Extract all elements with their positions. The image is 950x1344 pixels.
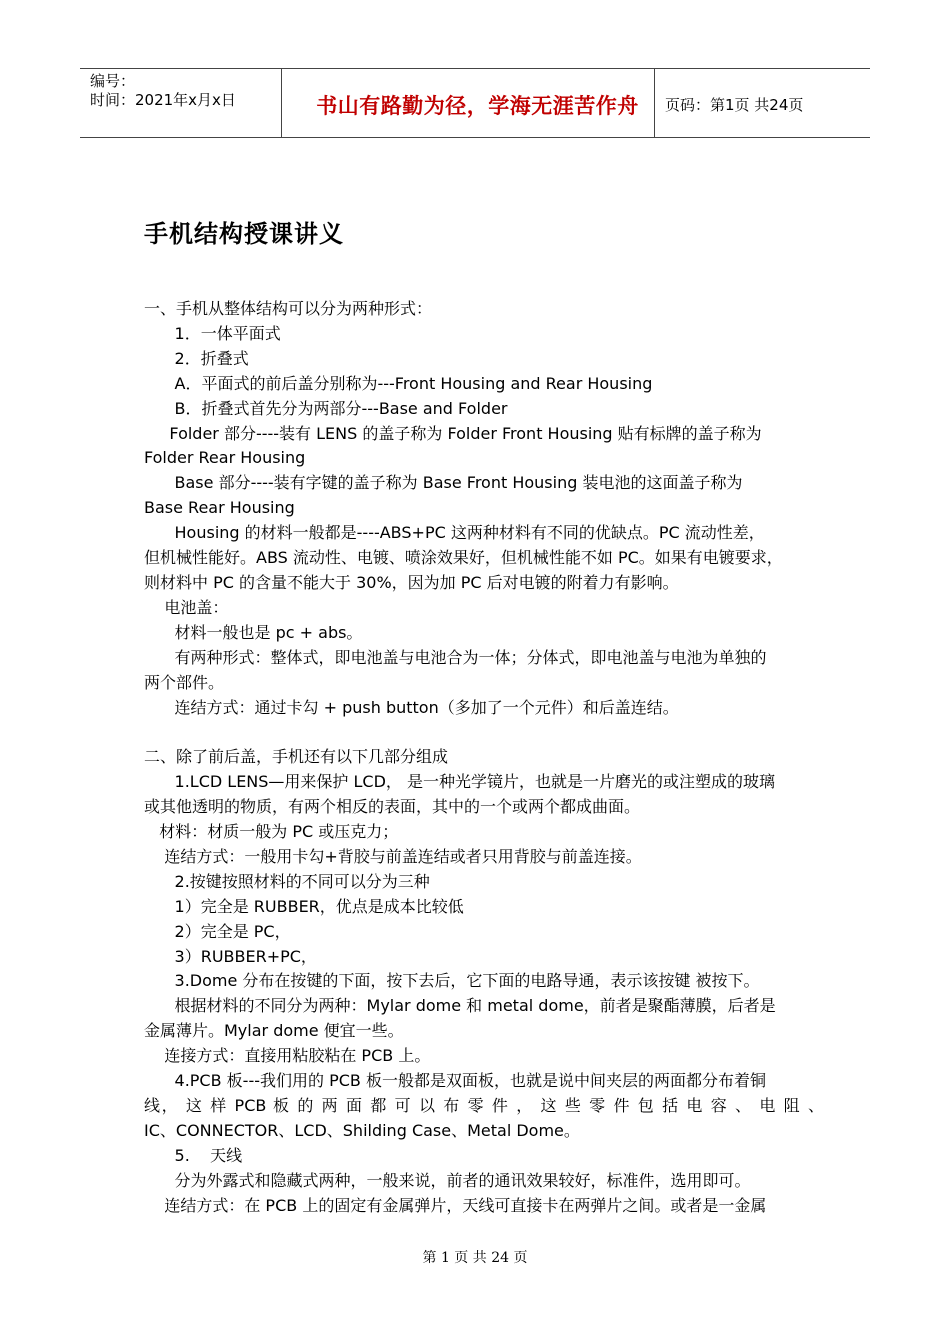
text-line: 电池盖：	[144, 597, 229, 617]
text-line: 连结方式：一般用卡勾+背胶与前盖连结或者只用背胶与前盖连接。	[144, 846, 642, 866]
text-line: 2．折叠式	[144, 348, 249, 368]
document-title: 手机结构授课讲义	[144, 220, 344, 248]
text-line: 3）RUBBER+PC，	[144, 946, 317, 966]
text-line: 二、除了前后盖，手机还有以下几部分组成	[144, 747, 449, 767]
header-meta	[90, 72, 236, 110]
page-footer: 第 1 页 共 24 页	[422, 1250, 528, 1266]
text-line: 连结方式：通过卡勾 + push button（多加了一个元件）和后盖连结。	[144, 697, 679, 717]
text-line: 连结方式：在 PCB 上的固定有金属弹片，天线可直接卡在两弹片之间。或者是一金属	[144, 1195, 767, 1215]
document-body	[144, 297, 824, 1219]
text-line: 2.按键按照材料的不同可以分为三种	[144, 871, 430, 891]
text-line: B．折叠式首先分为两部分---Base and Folder	[144, 398, 508, 418]
text-line: 或其他透明的物质，有两个相反的表面，其中的一个或两个都成曲面。	[144, 797, 641, 817]
text-line: 3.Dome 分布在按键的下面，按下去后，它下面的电路导通，表示该按键 被按下。	[144, 971, 760, 991]
page-info: 页码：第1页 共24页	[665, 96, 804, 114]
text-line: 两个部件。	[144, 672, 225, 692]
text-line: 有两种形式：整体式，即电池盖与电池合为一体；分体式，即电池盖与电池为单独的	[144, 647, 767, 667]
text-line: 4.PCB 板---我们用的 PCB 板一般都是双面板，也就是说中间夹层的两面都分布着铜	[144, 1071, 766, 1091]
text-line: 连接方式：直接用粘胶粘在 PCB 上。	[144, 1046, 431, 1066]
text-line: A．平面式的前后盖分别称为---Front Housing and Rear Housing	[144, 373, 653, 393]
text-line: 材料：材质一般为 PC 或压克力；	[144, 822, 399, 842]
text-line: 1.LCD LENS—用来保护 LCD， 是一种光学镜片，也就是一片磨光的或注塑成的玻璃	[144, 772, 776, 792]
time-label: 时间：2021年x月x日	[90, 91, 236, 109]
text-line: 一、手机从整体结构可以分为两种形式：	[144, 299, 433, 318]
text-line: 则材料中 PC 的含量不能大于 30%，因为加 PC 后对电镀的附着力有影响。	[144, 572, 679, 592]
number-label: 编号：	[90, 72, 136, 90]
text-line: IC、CONNECTOR、LCD、Shilding Case、Metal Dome。	[144, 1120, 580, 1140]
text-line: 线， 这 样 PCB 板 的 两 面 都 可 以 布 零 件 ， 这 些 零 件 包 括 电 容 、 电 阻 、	[144, 1095, 824, 1115]
text-line: 根据材料的不同分为两种：Mylar dome 和 metal dome，前者是聚酯薄膜，后者是	[144, 996, 776, 1016]
text-line: Housing 的材料一般都是----ABS+PC 这两种材料有不同的优缺点。PC 流动性差，	[144, 523, 765, 543]
text-line: 1）完全是 RUBBER，优点是成本比较低	[144, 896, 464, 916]
text-line: Folder Rear Housing	[144, 448, 306, 468]
text-line	[144, 720, 824, 745]
motto: 书山有路勤为径，学海无涯苦作舟	[316, 94, 639, 118]
text-line: 分为外露式和隐藏式两种，一般来说，前者的通讯效果较好，标准件，选用即可。	[144, 1170, 751, 1190]
text-line: 但机械性能好。ABS 流动性、电镀、喷涂效果好，但机械性能不如 PC。如果有电镀要求，	[144, 548, 783, 568]
text-line: 2）完全是 PC，	[144, 921, 291, 941]
header-table	[80, 68, 870, 138]
text-line: 5. 天线	[144, 1145, 243, 1165]
text-line: Folder 部分----装有 LENS 的盖子称为 Folder Front Housing 贴有标牌的盖子称为	[144, 423, 762, 443]
text-line: 材料一般也是 pc + abs。	[144, 622, 363, 642]
text-line: 1．一体平面式	[144, 323, 281, 343]
text-line: Base Rear Housing	[144, 498, 295, 518]
header-divider	[281, 69, 282, 137]
text-line: Base 部分----装有字键的盖子称为 Base Front Housing 装电池的这面盖子称为	[144, 473, 743, 493]
text-line: 金属薄片。Mylar dome 便宜一些。	[144, 1021, 404, 1041]
